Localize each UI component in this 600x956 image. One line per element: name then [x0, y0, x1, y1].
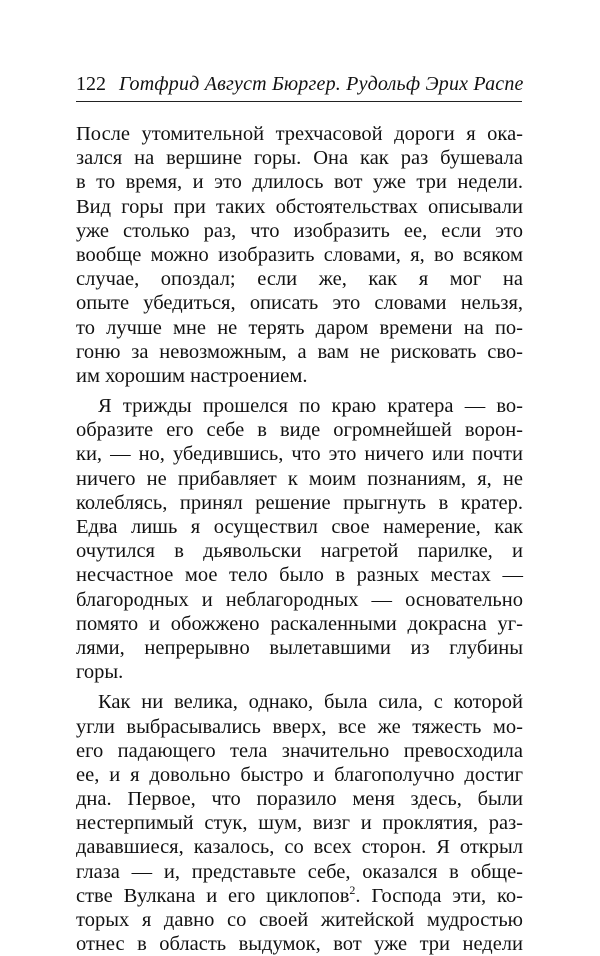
- page-number: 122: [76, 73, 106, 95]
- running-title: Готфрид Август Бюргер. Рудольф Эрих Распе: [119, 73, 524, 95]
- text-line: вообще можно изобразить словами, я, во всяком: [76, 243, 523, 266]
- text-line: образите его себе в виде огромнейшей ворон-: [76, 419, 523, 442]
- text-line: гоню за невозможным, а вам не рисковать сво-: [76, 340, 523, 363]
- text-line: отнес в область выдумок, вот уже три недели: [76, 933, 523, 956]
- text-line: зался на вершине горы. Она как раз бушевала: [76, 147, 523, 170]
- text-line: нестерпимый стук, шум, визг и проклятия, раз-: [76, 812, 523, 835]
- text-fragment: . Господа эти, ко-: [355, 884, 524, 907]
- text-line: глаза — и, представьте себе, оказался в обще-: [76, 860, 523, 883]
- text-line: дна. Первое, что поразило меня здесь, были: [76, 788, 523, 811]
- text-line-with-footnote: [76, 884, 523, 908]
- text-line: то лучше мне не терять даром времени на по-: [76, 316, 523, 339]
- text-line: лями, непрерывно вылетавшими из глубины: [76, 636, 523, 659]
- running-head: [76, 72, 523, 96]
- body-text: [76, 122, 523, 956]
- text-line: ничего не прибавляет к моим познаниям, я, не: [76, 467, 523, 490]
- text-line: Едва лишь я осуществил свое намерение, как: [76, 516, 523, 538]
- text-line: уже столько раз, что изобразить ее, если это: [76, 219, 523, 242]
- text-line: Вид горы при таких обстоятельствах описывали: [76, 195, 523, 218]
- text-fragment: стве Вулкана и его циклопов: [76, 884, 350, 907]
- text-line: торых я давно со своей житейской мудростью: [76, 909, 523, 931]
- text-line: колеблясь, принял решение прыгнуть в кратер.: [76, 491, 523, 514]
- text-line: После утомительной трехчасовой дороги я ока-: [76, 123, 523, 145]
- text-line: Как ни велика, однако, была сила, с которой: [98, 691, 523, 714]
- text-line: благородных и неблагородных — основательно: [76, 588, 523, 611]
- text-line: в то время, и это длилось вот уже три недели.: [76, 171, 523, 194]
- text-line: ее, и я довольно быстро и благополучно достиг: [76, 763, 523, 786]
- text-line: опыте убедиться, описать это словами нельзя,: [76, 292, 523, 315]
- header-rule: [76, 101, 522, 102]
- text-line: дававшиеся, казалось, со всех сторон. Я открыл: [76, 836, 523, 859]
- text-line: его падающего тела значительно превосходила: [76, 739, 523, 762]
- footnote-reference: 2: [349, 882, 356, 897]
- text-line: горы.: [76, 661, 124, 684]
- text-line: ки, — но, убедившись, что это ничего или почти: [76, 443, 523, 466]
- text-line: помято и обожжено раскаленными докрасна уг-: [76, 612, 523, 635]
- text-line: случае, опоздал; если же, как я мог на: [76, 268, 523, 291]
- text-line: Я трижды прошелся по краю кратера — во-: [98, 395, 523, 418]
- text-line: очутился в дьявольски нагретой парилке, и: [76, 540, 523, 563]
- text-line: угли выбрасывались вверх, все же тяжесть мо-: [76, 715, 523, 738]
- text-line: им хорошим настроением.: [76, 364, 308, 387]
- text-line: несчастное мое тело было в разных местах —: [76, 564, 523, 587]
